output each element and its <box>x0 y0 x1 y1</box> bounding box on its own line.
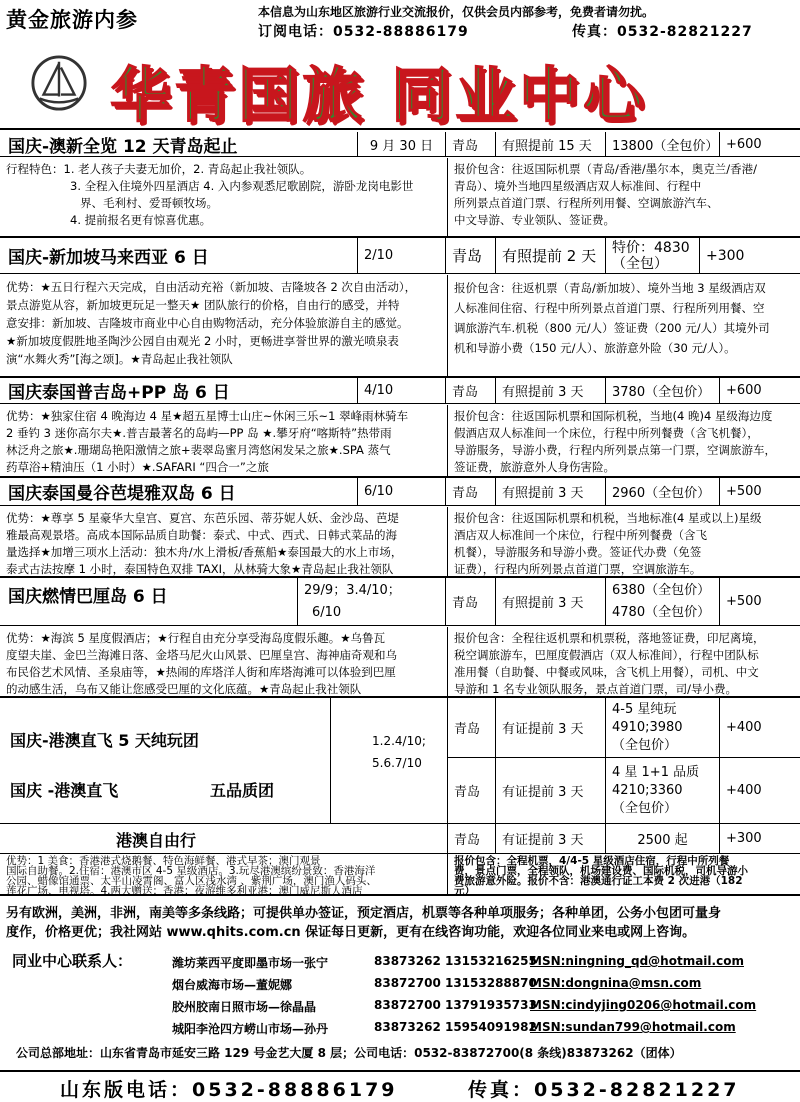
include-line: 报价包含：全程往返机票和机票税，落地签证费，印尼离境， <box>454 631 765 645</box>
include-line: 费，景点门票，全程领队，机场建设费、国际机税，司机导游小 <box>454 865 748 877</box>
tour-price: 4780（全包价） <box>612 604 711 620</box>
tour-prices <box>606 758 720 823</box>
tour-includes <box>448 507 800 577</box>
tour-extra: +300 <box>726 831 762 846</box>
feature-line: 优势：★五日行程六天完成，自由活动充裕（新加坡、吉隆坡各 2 次自由活动）， <box>6 280 417 294</box>
tour-block-1 <box>0 132 800 238</box>
include-line: 调旅游汽车.机税（800 元/人）签证费（200 元/人）其境外司 <box>454 321 770 335</box>
include-line: 报价包含：往返机票（青岛/新加坡）、境外当地 3 星级酒店双 <box>454 281 766 295</box>
include-line: 机和导游小费（150 元/人）、旅游意外险（30 元/人）。 <box>454 341 736 355</box>
feature-line: 4. 提前报名更有惊喜优惠。 <box>70 213 212 227</box>
tour-price: （全包价） <box>612 800 678 816</box>
tour-visa: 有照提前 3 天 <box>496 478 606 505</box>
tour-date: 5.6.7/10 <box>372 756 422 770</box>
tour-visa: 有证提前 3 天 <box>496 824 606 853</box>
header-notice: 本信息为山东地区旅游行业交流报价，仅供会员内部参考，免费者请勿扰。 <box>258 5 655 19</box>
feature-line: 泰式古法按摩 1 小时，泰国特色双排 TAXI，从林骑大象★青岛起止我社领队 <box>6 562 394 576</box>
tour-name: 国庆-新加坡马来西亚 6 日 <box>0 238 358 273</box>
tour-features <box>0 275 448 376</box>
feature-line: 莲花广场、电视塔。4.两大赠送：香港：夜游维多利亚港；澳门威尼斯人酒店 <box>6 885 363 897</box>
tour-header-row <box>0 578 800 626</box>
include-line: 中文导游、专业领队、签证费。 <box>454 213 615 227</box>
feature-line: 优势：★海滨 5 星度假酒店；★行程自由充分享受海岛度假乐趣。★乌鲁瓦 <box>6 631 386 645</box>
tour-prices <box>606 578 720 625</box>
include-line: 准用餐（自助餐、中餐或风味，含飞机上用餐），司机、中文 <box>454 665 759 679</box>
feature-line: 3. 全程入住境外四星酒店 4. 入内参观悉尼歌剧院，游卧龙岗电影世 <box>70 179 414 193</box>
include-line: 人标准间住宿、行程中所列景点首道门票、行程所列用餐、空 <box>454 301 765 315</box>
tour-features <box>0 507 448 577</box>
tour-detail <box>0 507 800 577</box>
tour-extra: +400 <box>726 720 762 735</box>
tour-features <box>0 627 448 697</box>
tour-detail <box>0 158 800 236</box>
hk-title-area <box>0 698 448 824</box>
include-line: 导游和 1 名专业领队服务，景点首道门票，司/导小费。 <box>454 682 737 696</box>
tour-extra: +500 <box>726 484 762 499</box>
tour-extra: +600 <box>726 383 762 398</box>
tour-city: 青岛 <box>448 698 496 757</box>
hk-title-quality: 国庆 -港澳直飞 <box>10 781 119 800</box>
tour-price: 4910;3980 <box>612 719 683 735</box>
brand-name: 黄金旅游内参 <box>6 8 138 32</box>
tour-city: 青岛 <box>446 132 496 156</box>
hk-price-row-2 <box>448 758 800 824</box>
subscribe-phone: 订阅电话：0532-88886179 <box>258 24 469 40</box>
contact-msn[interactable]: MSN:cindyjing0206@hotmail.com <box>530 998 757 1012</box>
footer-website-note: 度作，价格更优；我社网站 www.qhits.com.cn 保证每日更新，更有在线咨询功能，欢迎各位同业来电或网上咨询。 <box>6 925 696 940</box>
feature-line: 2 垂钓 3 迷你高尔夫★.普吉最著名的岛屿—PP 岛 ★.攀牙府“喀斯特”热带雨 <box>6 426 392 440</box>
hk-price-row-3 <box>448 824 800 854</box>
feature-line: 雅最高观景塔。高成本国际品质自助餐：泰式、中式、西式、日韩式菜品的海 <box>6 528 397 542</box>
feature-line: 优势：★尊享 5 星豪华大皇宫、夏宫、东芭乐园、蒂芬妮人妖、金沙岛、芭堤 <box>6 511 399 525</box>
tour-detail <box>0 854 800 897</box>
feature-line: 量选择★加增三项水上活动：独木舟/水上滑板/香蕉船★泰国最大的水上市场， <box>6 545 403 559</box>
feature-line: 的动感生活，乌布又能让您感受巴厘的文化底蕴。★青岛起止我社领队 <box>6 682 362 696</box>
tour-date: 29/9；3.4/10； <box>304 582 401 598</box>
include-line: 费旅游意外险。报价不含：港澳通行证工本费 2 次进港（182 <box>454 875 743 887</box>
tour-prices <box>606 698 720 757</box>
feature-line: 景点游览从容，新加坡更玩足一整天★ 团队旅行的价格，自由行的感受，并特 <box>6 298 400 312</box>
tour-visa: 有证提前 3 天 <box>496 758 606 823</box>
footer-services: 另有欧洲，美洲，非洲，南美等多条线路；可提供单办签证，预定酒店，机票等各种单项服务；各种单团，公务小包团可量身 <box>6 906 722 921</box>
tour-price: 6380（全包价） <box>612 582 711 598</box>
feature-line: 药草浴+精油压（1 小时）★.SAFARI “四合一”之旅 <box>6 460 269 474</box>
tour-includes <box>448 275 800 376</box>
tour-name: 国庆泰国曼谷芭堤雅双岛 6 日 <box>0 478 358 505</box>
tour-city: 青岛 <box>446 238 496 273</box>
contact-msn[interactable]: MSN:ningning_qd@hotmail.com <box>530 954 744 968</box>
feature-line: 演“水舞火秀”[海之颂]。★青岛起止我社领队 <box>6 352 233 366</box>
page-title: 华青国旅 同业中心 <box>110 61 647 131</box>
contact-tel: 83872700 13153288870 <box>374 976 537 990</box>
feature-line: 优势：1 美食：香港港式烧鹅餐、特色海鲜餐、港式早茶；澳门观景 <box>6 855 321 867</box>
tour-price: 4210;3360 <box>612 782 683 798</box>
contact-market: 烟台威海市场—董妮娜 <box>172 978 293 992</box>
tour-detail <box>0 627 800 697</box>
contacts-title: 同业中心联系人： <box>12 952 133 970</box>
title-band <box>0 40 800 130</box>
bottom-bar <box>0 1070 800 1100</box>
tour-price: 2500 起 <box>606 824 720 853</box>
contact-tel: 83872700 13791935733 <box>374 998 537 1012</box>
feature-line: 国际自助餐。2.住宿：港澳市区 4-5 星级酒店。3.玩尽港澳缤纷景致：香港海洋 <box>6 865 376 877</box>
hk-title-quality-suffix: 五品质团 <box>210 781 275 800</box>
tour-includes <box>448 627 800 697</box>
tour-date: 4/10 <box>358 378 446 403</box>
tour-includes <box>448 158 800 236</box>
tour-name: 国庆燃情巴厘岛 6 日 <box>0 578 298 625</box>
divider <box>330 698 331 824</box>
tour-price: 4 星 1+1 品质 <box>612 764 700 780</box>
tour-extra: +500 <box>726 594 762 609</box>
tour-dates <box>298 578 446 625</box>
tour-date: 9 月 30 日 <box>358 132 446 156</box>
feature-line: 布民俗艺术风情、圣泉庙等，★热闹的库塔洋人街和库塔海滩可以体验到巴厘 <box>6 665 396 679</box>
include-line: 导游服务，导游小费，行程内所列景点第一门票，空调旅游车， <box>454 443 776 457</box>
tour-price: 4-5 星纯玩 <box>612 701 677 717</box>
tour-city: 青岛 <box>446 578 496 625</box>
company-address: 公司总部地址：山东省青岛市延安三路 129 号金艺大厦 8 层；公司电话：0532-83872700(8 条线)83873262（团体） <box>16 1046 682 1060</box>
tour-price: 13800（全包价） <box>606 132 720 156</box>
tour-date: 6/10 <box>312 604 342 620</box>
hk-title-free: 港澳自由行 <box>116 831 197 850</box>
include-line: 报价包含：往返国际机票（青岛/香港/墨尔本，奥克兰/香港/ <box>454 162 757 176</box>
sailboat-logo-icon <box>30 54 88 112</box>
tour-visa: 有照提前 15 天 <box>496 132 606 156</box>
tour-features <box>0 854 448 897</box>
contact-market: 城阳李沧四方崂山市场—孙丹 <box>172 1022 329 1036</box>
contact-tel: 83873262 15954091982 <box>374 1020 537 1034</box>
feature-line: 度望夫崖、金巴兰海滩日落、金塔马尼火山风景、巴厘皇宫、海神庙奇观和乌 <box>6 648 397 662</box>
feature-line: ★新加坡度假胜地圣陶沙公园自由观光 2 小时，更畅进享誉世界的激光喷泉表 <box>6 334 399 348</box>
contact-msn[interactable]: MSN:dongnina@msn.com <box>530 976 702 990</box>
contact-tel: 83873262 13153216255 <box>374 954 537 968</box>
tour-block-2 <box>0 238 800 378</box>
tour-price: （全包价） <box>612 737 678 753</box>
feature-line: 优势：★独家住宿 4 晚海边 4 星★超五星博士山庄~休闲三乐~1 翠峰雨林骑车 <box>6 409 409 423</box>
header-bar <box>0 0 800 40</box>
tour-city: 青岛 <box>448 824 496 853</box>
tour-city: 青岛 <box>448 758 496 823</box>
tour-date: 6/10 <box>358 478 446 505</box>
include-line: 酒店双人标准间一个床位，行程中所列餐费（含飞 <box>454 528 707 542</box>
include-line: 证费），行程内所列景点首道门票，空调旅游车。 <box>454 562 702 576</box>
feature-line: 界、毛利村、爱哥顿牧场。 <box>80 196 218 210</box>
tour-features <box>0 158 448 236</box>
include-line: 报价包含：往返国际机票和机税，当地标准(4 星或以上)星级 <box>454 511 762 525</box>
tour-visa: 有照提前 3 天 <box>496 578 606 625</box>
tour-city: 青岛 <box>446 378 496 403</box>
tour-visa: 有照提前 2 天 <box>496 238 606 273</box>
include-line: 假酒店双人标准间一个床位，行程中所列餐费（含飞机餐）， <box>454 426 759 440</box>
tour-visa: 有证提前 3 天 <box>496 698 606 757</box>
tour-includes <box>448 854 800 897</box>
footer <box>0 900 800 1075</box>
include-line: 税空调旅游车，巴厘度假酒店（双人标准间），行程中团队标 <box>454 648 759 662</box>
feature-line: 公园、蜡像馆通票、太平山凌霄阁、富人区浅水湾 、紫荆广场，澳门渔人码头、 <box>6 875 377 887</box>
tour-header-row <box>0 238 800 274</box>
include-line: 机餐），导游服务和导游小费。签证代办费（免签 <box>454 545 702 559</box>
tour-header-row <box>0 132 800 157</box>
hk-free-title-area <box>0 824 448 854</box>
tour-price: 3780（全包价） <box>606 378 720 403</box>
tour-features <box>0 405 448 477</box>
tour-date: 1.2.4/10; <box>372 734 426 748</box>
tour-block-hk-macau <box>0 698 800 896</box>
hk-dates <box>372 730 426 774</box>
tour-price: 2960（全包价） <box>606 478 720 505</box>
include-line: 元） <box>454 885 475 897</box>
tour-name: 国庆泰国普吉岛+PP 岛 6 日 <box>0 378 358 403</box>
tour-detail <box>0 405 800 477</box>
include-line: 所列景点首道门票、行程所列用餐、空调旅游汽车、 <box>454 196 719 210</box>
hk-title-pure: 国庆-港澳直飞 5 天纯玩团 <box>10 731 199 750</box>
tour-extra: +600 <box>726 136 762 152</box>
tour-extra: +300 <box>706 247 745 264</box>
include-line: 青岛）、境外当地四星级酒店双人标准间、行程中 <box>454 179 702 193</box>
tour-date: 2/10 <box>358 238 446 273</box>
tour-price: 特价：4830（全包） <box>606 238 700 273</box>
tour-extra: +400 <box>726 783 762 798</box>
contact-market: 胶州胶南日照市场—徐晶晶 <box>172 1000 317 1014</box>
feature-line: 行程特色：1. 老人孩子夫妻无加价，2. 青岛起止我社领队。 <box>6 162 312 176</box>
hk-price-row-1 <box>448 698 800 758</box>
tour-city: 青岛 <box>446 478 496 505</box>
contact-market: 潍坊莱西平度即墨市场一张宁 <box>172 956 329 970</box>
bottom-fax: 传真：0532-82821227 <box>468 1079 740 1101</box>
include-line: 报价包含：往返国际机票和国际机税，当地(4 晚)4 星级海边度 <box>454 409 773 423</box>
feature-line: 意安排：新加坡、吉隆坡市商业中心自由购物活动，充分体验旅游自主的感觉。 <box>6 316 409 330</box>
tour-block-5 <box>0 578 800 698</box>
tour-block-3 <box>0 378 800 478</box>
contact-msn[interactable]: MSN:sundan799@hotmail.com <box>530 1020 736 1034</box>
tour-name: 国庆-澳新全览 12 天青岛起止 <box>0 132 358 156</box>
tour-includes <box>448 405 800 477</box>
include-line: 签证费，旅游意外人身伤害险。 <box>454 460 615 474</box>
tour-block-4 <box>0 478 800 578</box>
tour-header-row <box>0 478 800 506</box>
header-fax: 传真：0532-82821227 <box>572 24 753 40</box>
include-line: 报价包含：全程机票，4/4-5 星级酒店住宿，行程中所列餐 <box>454 855 730 867</box>
tour-detail <box>0 275 800 376</box>
feature-line: 林泛舟之旅★.珊瑚岛艳阳激情之旅+裴翠岛蜜月湾悠闲发呆之旅★.SPA 蒸气 <box>6 443 391 457</box>
tour-visa: 有照提前 3 天 <box>496 378 606 403</box>
tour-header-row <box>0 378 800 404</box>
bottom-phone: 山东版电话：0532-88886179 <box>60 1079 398 1101</box>
